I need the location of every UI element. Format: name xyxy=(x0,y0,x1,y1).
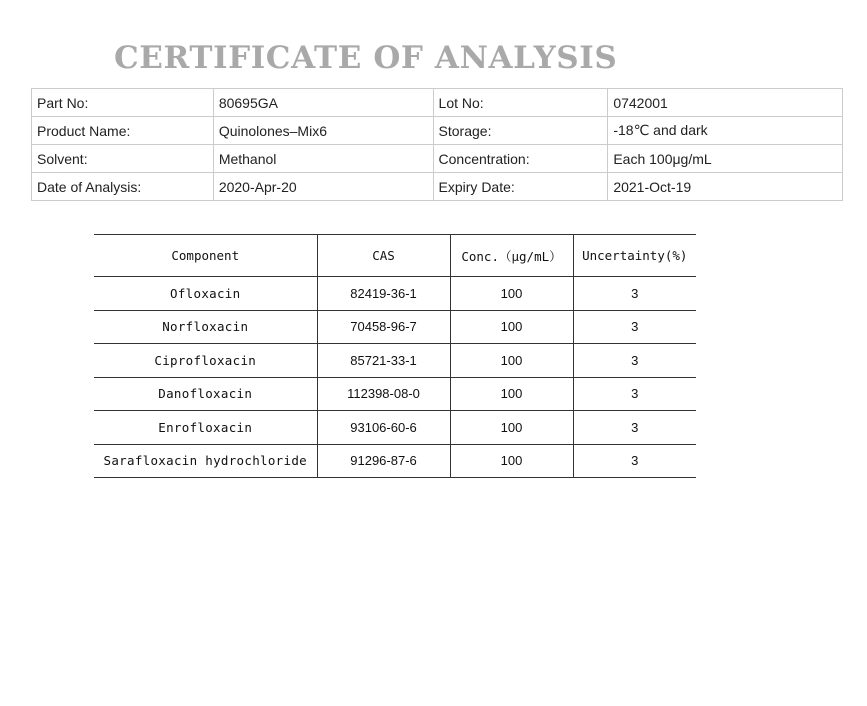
component-conc: 100 xyxy=(450,344,573,378)
expiry-date-label: Expiry Date: xyxy=(433,173,608,201)
part-no-label: Part No: xyxy=(32,89,214,117)
component-conc: 100 xyxy=(450,310,573,344)
part-no-value: 80695GA xyxy=(213,89,433,117)
component-name: Ofloxacin xyxy=(94,277,317,311)
certificate-title: CERTIFICATE OF ANALYSIS xyxy=(114,40,618,76)
component-cas: 70458-96-7 xyxy=(317,310,450,344)
analysis-date-value: 2020-Apr-20 xyxy=(213,173,433,201)
info-row-product-storage xyxy=(32,117,843,145)
components-header-row xyxy=(94,235,696,277)
product-name-value: Quinolones–Mix6 xyxy=(213,117,433,145)
concentration-value: Each 100μg/mL xyxy=(608,145,843,173)
component-cas: 82419-36-1 xyxy=(317,277,450,311)
component-conc: 100 xyxy=(450,277,573,311)
storage-label: Storage: xyxy=(433,117,608,145)
component-name: Norfloxacin xyxy=(94,310,317,344)
solvent-label: Solvent: xyxy=(32,145,214,173)
component-conc: 100 xyxy=(450,444,573,478)
info-row-part-lot xyxy=(32,89,843,117)
component-cas: 93106-60-6 xyxy=(317,411,450,445)
component-uncertainty: 3 xyxy=(573,444,696,478)
storage-value: -18℃ and dark xyxy=(608,117,843,145)
lot-no-value: 0742001 xyxy=(608,89,843,117)
header-cas: CAS xyxy=(317,235,450,277)
table-row xyxy=(94,277,696,311)
component-name: Sarafloxacin hydrochloride xyxy=(94,444,317,478)
component-uncertainty: 3 xyxy=(573,411,696,445)
lot-no-label: Lot No: xyxy=(433,89,608,117)
solvent-value: Methanol xyxy=(213,145,433,173)
product-name-label: Product Name: xyxy=(32,117,214,145)
info-row-dates xyxy=(32,173,843,201)
component-conc: 100 xyxy=(450,411,573,445)
component-name: Ciprofloxacin xyxy=(94,344,317,378)
expiry-date-value: 2021-Oct-19 xyxy=(608,173,843,201)
product-info-table xyxy=(31,88,843,201)
analysis-date-label: Date of Analysis: xyxy=(32,173,214,201)
header-component: Component xyxy=(94,235,317,277)
concentration-label: Concentration: xyxy=(433,145,608,173)
info-row-solvent-concentration xyxy=(32,145,843,173)
header-uncertainty: Uncertainty(%) xyxy=(573,235,696,277)
component-uncertainty: 3 xyxy=(573,377,696,411)
components-table xyxy=(94,234,696,478)
component-uncertainty: 3 xyxy=(573,344,696,378)
component-uncertainty: 3 xyxy=(573,277,696,311)
component-name: Danofloxacin xyxy=(94,377,317,411)
table-row xyxy=(94,444,696,478)
component-conc: 100 xyxy=(450,377,573,411)
component-cas: 112398-08-0 xyxy=(317,377,450,411)
component-cas: 85721-33-1 xyxy=(317,344,450,378)
header-concentration: Conc.（μg/mL） xyxy=(450,235,573,277)
table-row xyxy=(94,344,696,378)
table-row xyxy=(94,411,696,445)
component-cas: 91296-87-6 xyxy=(317,444,450,478)
table-row xyxy=(94,377,696,411)
table-row xyxy=(94,310,696,344)
component-uncertainty: 3 xyxy=(573,310,696,344)
component-name: Enrofloxacin xyxy=(94,411,317,445)
